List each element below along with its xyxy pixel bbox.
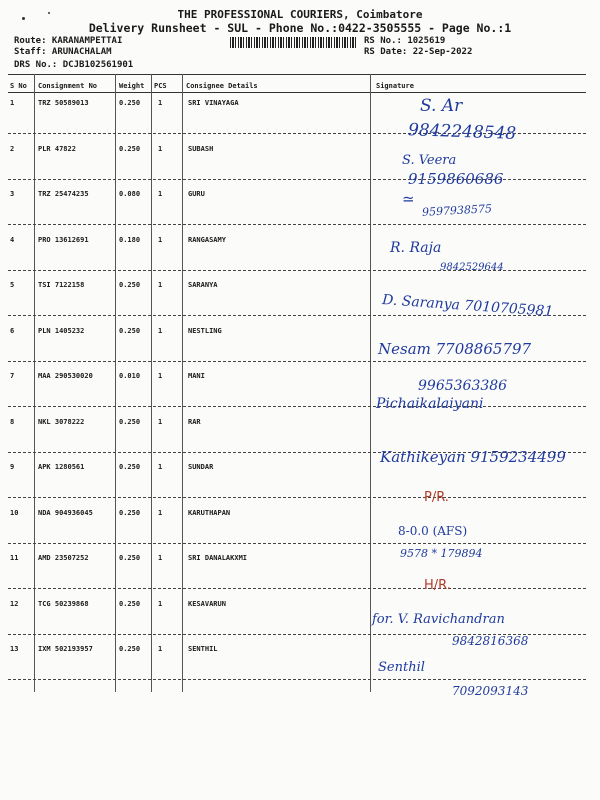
row-weight: 0.250 (119, 508, 141, 517)
row-pcs: 1 (158, 99, 163, 107)
row-consignment-no: NKL 3078222 (38, 417, 85, 426)
row-sno: 5 (10, 281, 15, 289)
col-divider (182, 74, 183, 692)
row-sno: 9 (10, 463, 15, 471)
col-divider (370, 74, 371, 692)
row-sno: 2 (10, 144, 15, 153)
row-consignment-no: APK 1280561 (38, 463, 85, 471)
row-pcs: 1 (158, 508, 163, 517)
drs-number: DRS No.: DCJB102561901 (14, 60, 134, 70)
signature-13: Senthil (378, 660, 425, 675)
row-separator (8, 543, 586, 544)
phone-10: 9578 * 179894 (400, 547, 483, 560)
staff-label: Staff: ARUNACHALAM (14, 47, 112, 57)
signature-8: Kathikeyan 9159234499 (380, 448, 566, 466)
row-sno: 7 (10, 372, 15, 380)
row-separator (8, 679, 586, 680)
row-consignee: SUNDAR (188, 463, 214, 471)
phone-7: 9965363386 (418, 378, 508, 394)
row-consignee: SRI VINAYAGA (188, 99, 239, 107)
row-pcs: 1 (158, 326, 163, 335)
row-consignee: SARANYA (188, 281, 218, 289)
runsheet-subtitle: Delivery Runsheet - SUL - Phone No.:0422-3505555 - Page No.:1 (88, 21, 512, 35)
row-sno: 8 (10, 417, 15, 426)
row-pcs: 1 (158, 144, 163, 153)
phone-13: 7092093143 (452, 684, 529, 698)
row-consignee: RANGASAMY (188, 235, 226, 244)
row-consignee: SRI DANALAKXMI (188, 554, 248, 562)
phone-2: 9159860686 (408, 170, 504, 188)
signature-6: Nesam 7708865797 (378, 340, 532, 358)
row-weight: 0.080 (119, 190, 141, 198)
row-weight: 0.010 (119, 372, 141, 380)
row-weight: 0.250 (119, 99, 141, 107)
row-consignment-no: NDA 904936045 (38, 508, 93, 517)
col-header-consignment: Consignment No (38, 82, 98, 90)
row-pcs: 1 (158, 599, 163, 608)
phone-3: 9597938575 (421, 202, 493, 219)
signature-1: S. Ar (420, 96, 463, 116)
header-bottom-rule (8, 92, 586, 93)
row-consignment-no: AMD 23507252 (38, 554, 89, 562)
col-divider (115, 74, 116, 692)
row-consignee: KARUTHAPAN (188, 508, 231, 517)
col-divider (151, 74, 152, 692)
row-separator (8, 406, 586, 407)
row-weight: 0.180 (119, 235, 141, 244)
signature-3: ≃ (402, 190, 415, 208)
row-consignee: NESTLING (188, 326, 222, 335)
row-weight: 0.250 (119, 463, 141, 471)
phone-12: 9842816368 (452, 634, 529, 648)
row-consignee: KESAVARUN (188, 599, 226, 608)
barcode (230, 37, 358, 48)
row-sno: 12 (10, 599, 19, 608)
row-consignee: SENTHIL (188, 645, 218, 653)
row-consignment-no: TRZ 25474235 (38, 190, 89, 198)
signature-5: D. Saranya 7010705981 (381, 292, 554, 320)
col-header-weight: Weight (119, 82, 145, 90)
row-pcs: 1 (158, 554, 163, 562)
row-weight: 0.250 (119, 645, 141, 653)
row-weight: 0.250 (119, 417, 141, 426)
note-pr: P/R. (424, 490, 449, 505)
row-consignment-no: TSI 7122158 (38, 281, 85, 289)
row-pcs: 1 (158, 281, 163, 289)
row-separator (8, 588, 586, 589)
route-label: Route: KARANAMPETTAI (14, 36, 123, 46)
row-sno: 6 (10, 326, 15, 335)
row-consignment-no: PRO 13612691 (38, 235, 89, 244)
row-separator (8, 224, 586, 225)
row-pcs: 1 (158, 463, 163, 471)
rs-number: RS No.: 1025619 (364, 36, 446, 46)
row-pcs: 1 (158, 235, 163, 244)
row-weight: 0.250 (119, 326, 141, 335)
row-separator (8, 361, 586, 362)
signature-12: for. V. Ravichandran (372, 612, 505, 627)
signature-7: Pichaikalaiyani (376, 396, 484, 412)
note-hr: H/R. (424, 578, 451, 593)
col-divider (34, 74, 35, 692)
row-sno: 3 (10, 190, 15, 198)
col-header-consignee: Consignee Details (186, 82, 258, 90)
row-consignment-no: TCG 50239868 (38, 599, 89, 608)
row-pcs: 1 (158, 417, 163, 426)
row-sno: 4 (10, 235, 15, 244)
row-sno: 1 (10, 99, 15, 107)
row-consignee: MANI (188, 372, 205, 380)
row-separator (8, 497, 586, 498)
row-pcs: 1 (158, 372, 163, 380)
row-consignment-no: IXM 502193957 (38, 645, 93, 653)
row-weight: 0.250 (119, 599, 141, 608)
row-consignee: GURU (188, 190, 205, 198)
signature-4: R. Raja (390, 240, 442, 256)
row-pcs: 1 (158, 645, 163, 653)
row-consignment-no: PLN 1405232 (38, 326, 85, 335)
row-weight: 0.250 (119, 281, 141, 289)
row-sno: 13 (10, 645, 19, 653)
row-consignment-no: TRZ 50589013 (38, 99, 89, 107)
company-title: THE PROFESSIONAL COURIERS, Coimbatore (177, 8, 423, 21)
rs-date: RS Date: 22-Sep-2022 (364, 47, 473, 57)
signature-2: S. Veera (402, 153, 457, 168)
row-sno: 11 (10, 554, 19, 562)
col-header-signature: Signature (376, 82, 414, 90)
row-sno: 10 (10, 508, 19, 517)
phone-1: 9842248548 (407, 120, 517, 144)
col-header-sno: S No (10, 82, 27, 90)
row-consignee: SUBASH (188, 144, 214, 153)
row-weight: 0.250 (119, 144, 141, 153)
row-consignee: RAR (188, 417, 201, 426)
row-consignment-no: MAA 290530020 (38, 372, 93, 380)
header-top-rule (8, 74, 586, 75)
phone-4: 9842529644 (440, 262, 504, 273)
row-consignment-no: PLR 47822 (38, 144, 76, 153)
col-header-pcs: PCS (154, 82, 167, 90)
row-pcs: 1 (158, 190, 163, 198)
signature-10: 8-0.0 (AFS) (398, 524, 468, 538)
row-weight: 0.250 (119, 554, 141, 562)
